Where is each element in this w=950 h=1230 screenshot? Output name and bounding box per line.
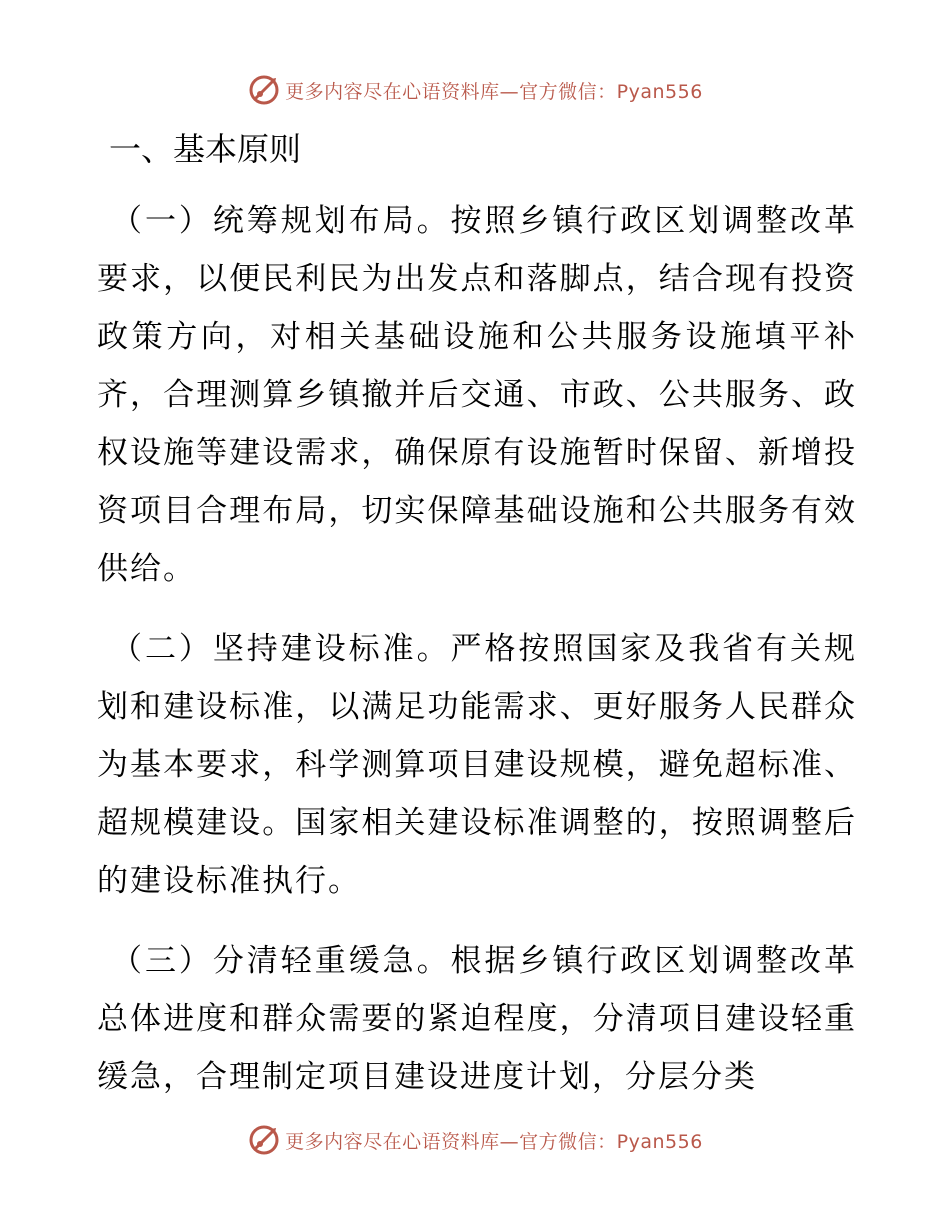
footer-watermark xyxy=(0,1120,950,1160)
watermark-text: 更多内容尽在心语资料库—官方微信：Pyan556 xyxy=(285,1130,703,1153)
document-body xyxy=(97,120,857,1106)
paragraph-2: （二）坚持建设标准。严格按照国家及我省有关规划和建设标准，以满足功能需求、更好服务人民群众为基本要求，科学测算项目建设规模，避免超标准、超规模建设。国家相关建设标准调整的，按照调整后的建设标准执行。 xyxy=(97,631,857,899)
watermark-logo-icon xyxy=(247,1123,281,1157)
watermark-logo-icon xyxy=(247,73,281,107)
paragraph-1: （一）统筹规划布局。按照乡镇行政区划调整改革要求，以便民利民为出发点和落脚点，结合现有投资政策方向，对相关基础设施和公共服务设施填平补齐，合理测算乡镇撤并后交通、市政、公共服务、政权设施等建设需求，确保原有设施暂时保留、新增投资项目合理布局，切实保障基础设施和公共服务有效供给。 xyxy=(97,203,857,587)
header-watermark xyxy=(0,70,950,110)
section-heading: 一、基本原则 xyxy=(109,130,302,168)
watermark-text: 更多内容尽在心语资料库—官方微信：Pyan556 xyxy=(285,80,703,103)
paragraph-3: （三）分清轻重缓急。根据乡镇行政区划调整改革总体进度和群众需要的紧迫程度，分清项目建设轻重缓急，合理制定项目建设进度计划，分层分类 xyxy=(97,943,857,1095)
